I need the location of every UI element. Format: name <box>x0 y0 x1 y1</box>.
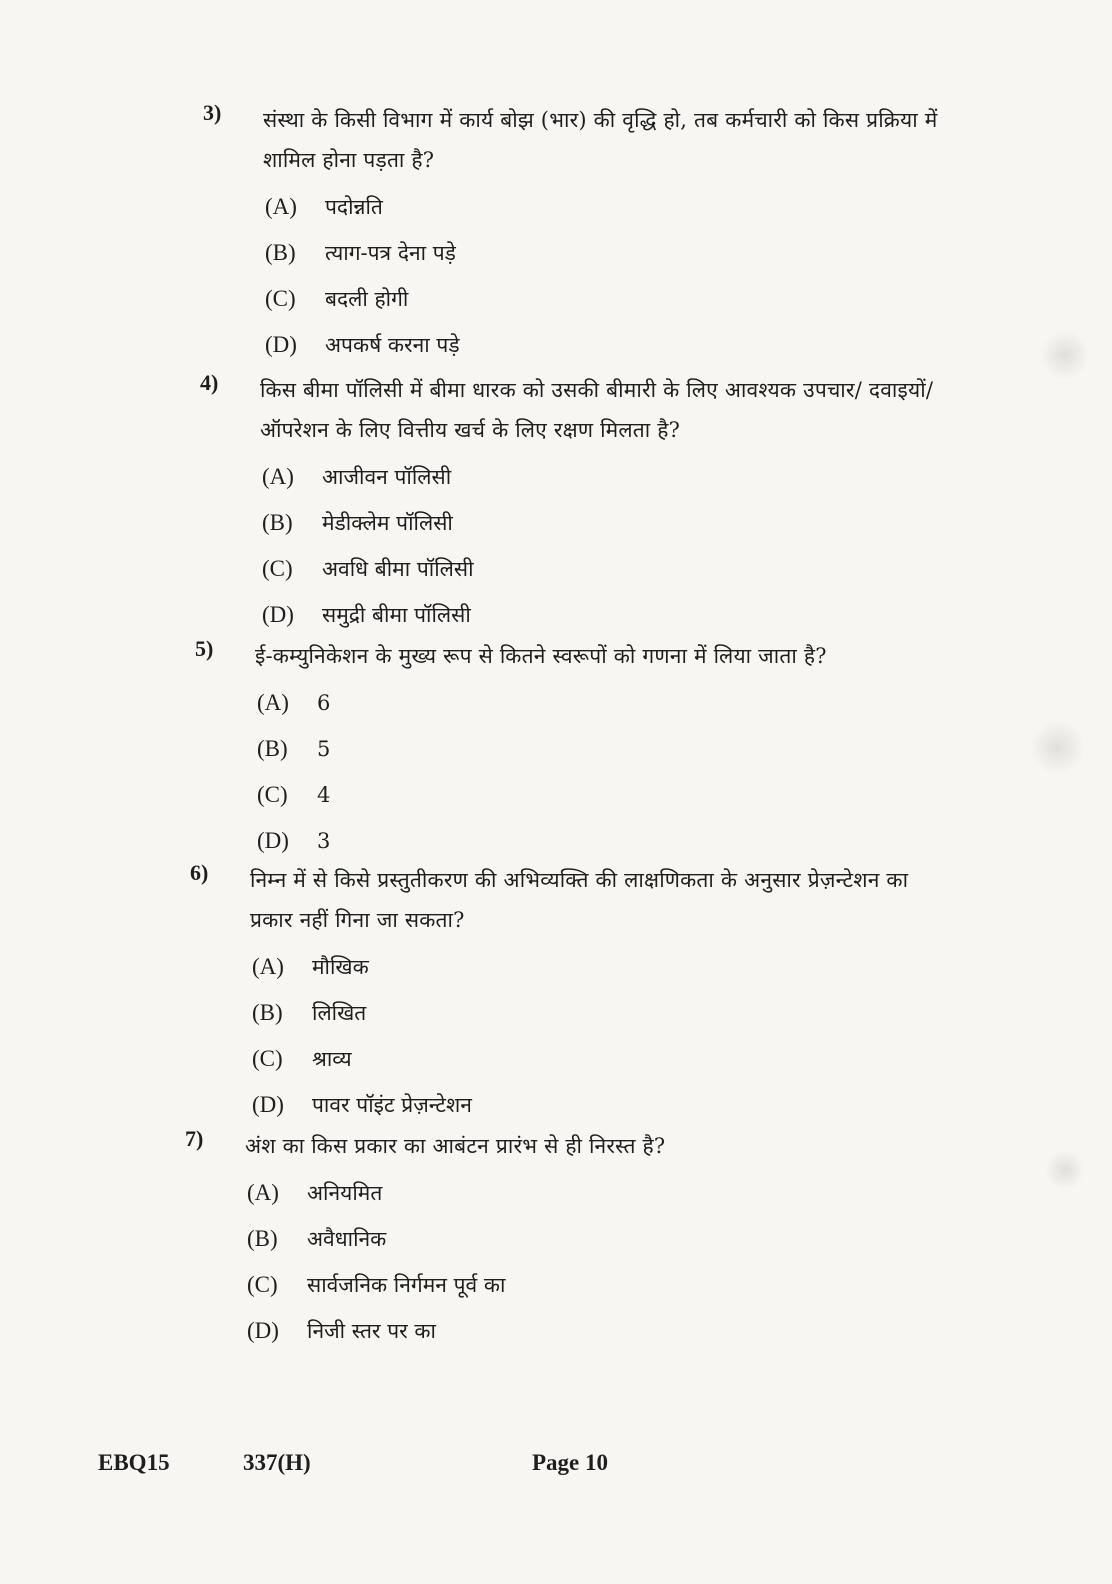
option-text: अनियमित <box>307 1181 383 1205</box>
option-letter: (D) <box>252 1092 284 1117</box>
option-letter: (C) <box>247 1272 278 1297</box>
option-text: 6 <box>317 691 331 715</box>
option-text: त्याग-पत्र देना पड़े <box>325 241 456 265</box>
options-list <box>262 454 960 638</box>
option-c <box>257 772 955 818</box>
option-text: 4 <box>317 783 331 807</box>
option-letter: (B) <box>252 1000 283 1025</box>
option-d <box>257 818 955 864</box>
question-number: 6) <box>190 860 209 885</box>
option-letter: (B) <box>262 510 293 535</box>
option-text: लिखित <box>312 1001 367 1025</box>
question-text: संस्था के किसी विभाग में कार्य बोझ (भार) की वृद्धि हो, तब कर्मचारी को किस प्रक्रिया में शामिल होना पड़ता है? <box>263 108 938 172</box>
question-7 <box>185 1126 945 1354</box>
option-d <box>252 1082 950 1128</box>
question-5 <box>195 636 955 864</box>
option-text: अवधि बीमा पॉलिसी <box>322 557 474 581</box>
option-letter: (A) <box>265 194 297 219</box>
option-text: मेडीक्लेम पॉलिसी <box>322 511 453 535</box>
option-text: आजीवन पॉलिसी <box>322 465 452 489</box>
option-b <box>262 500 960 546</box>
option-text: मौखिक <box>312 955 369 979</box>
option-letter: (B) <box>257 736 288 761</box>
option-b <box>247 1216 945 1262</box>
option-text: निजी स्तर पर का <box>307 1319 436 1343</box>
option-a <box>252 944 950 990</box>
scan-smudge <box>1030 720 1085 775</box>
scan-smudge <box>1045 1150 1085 1190</box>
options-list <box>265 184 963 368</box>
option-b <box>265 230 963 276</box>
option-text: समुद्री बीमा पॉलिसी <box>322 603 471 627</box>
option-letter: (D) <box>257 828 289 853</box>
option-text: अपकर्ष करना पड़े <box>325 333 460 357</box>
option-letter: (A) <box>247 1180 279 1205</box>
option-a <box>265 184 963 230</box>
option-d <box>262 592 960 638</box>
option-text: 5 <box>317 737 331 761</box>
option-letter: (B) <box>265 240 296 265</box>
question-3 <box>203 100 963 368</box>
question-text: किस बीमा पॉलिसी में बीमा धारक को उसकी बीमारी के लिए आवश्यक उपचार/ दवाइयों/ऑपरेशन के लिए वित्तीय खर्च के लिए रक्षण मिलता है? <box>260 378 934 442</box>
option-a <box>262 454 960 500</box>
option-letter: (C) <box>252 1046 283 1071</box>
question-number: 4) <box>200 370 219 395</box>
option-letter: (D) <box>265 332 297 357</box>
option-c <box>252 1036 950 1082</box>
paper-code: 337(H) <box>243 1450 311 1475</box>
option-text: सार्वजनिक निर्गमन पूर्व का <box>307 1273 506 1297</box>
option-letter: (A) <box>262 464 294 489</box>
question-text: ई-कम्युनिकेशन के मुख्य रूप से कितने स्वरूपों को गणना में लिया जाता है? <box>255 644 827 668</box>
options-list <box>252 944 950 1128</box>
question-4 <box>200 370 960 638</box>
exam-code: EBQ15 <box>98 1450 170 1475</box>
question-6 <box>190 860 950 1128</box>
question-text: निम्न में से किसे प्रस्तुतीकरण की अभिव्यक्ति की लाक्षणिकता के अनुसार प्रेज़न्टेशन का प्रकार नहीं गिना जा सकता? <box>250 868 909 932</box>
options-list <box>257 680 955 864</box>
option-letter: (C) <box>257 782 288 807</box>
option-letter: (D) <box>262 602 294 627</box>
option-c <box>262 546 960 592</box>
option-b <box>257 726 955 772</box>
option-b <box>252 990 950 1036</box>
option-letter: (B) <box>247 1226 278 1251</box>
option-text: पदोन्नति <box>325 195 383 219</box>
page-number: Page 10 <box>532 1450 609 1475</box>
option-letter: (C) <box>265 286 296 311</box>
option-letter: (A) <box>257 690 289 715</box>
option-c <box>247 1262 945 1308</box>
option-d <box>265 322 963 368</box>
option-text: अवैधानिक <box>307 1227 387 1251</box>
option-text: 3 <box>317 829 331 853</box>
option-a <box>257 680 955 726</box>
option-letter: (A) <box>252 954 284 979</box>
option-text: पावर पॉइंट प्रेज़न्टेशन <box>312 1093 472 1117</box>
option-c <box>265 276 963 322</box>
question-number: 3) <box>203 100 222 125</box>
option-letter: (C) <box>262 556 293 581</box>
option-letter: (D) <box>247 1318 279 1343</box>
scan-smudge <box>1040 330 1090 380</box>
options-list <box>247 1170 945 1354</box>
option-text: बदली होगी <box>325 287 409 311</box>
option-text: श्राव्य <box>312 1047 352 1071</box>
option-d <box>247 1308 945 1354</box>
question-number: 7) <box>185 1126 204 1151</box>
question-number: 5) <box>195 636 214 661</box>
question-text: अंश का किस प्रकार का आबंटन प्रारंभ से ही निरस्त है? <box>245 1134 666 1158</box>
option-a <box>247 1170 945 1216</box>
